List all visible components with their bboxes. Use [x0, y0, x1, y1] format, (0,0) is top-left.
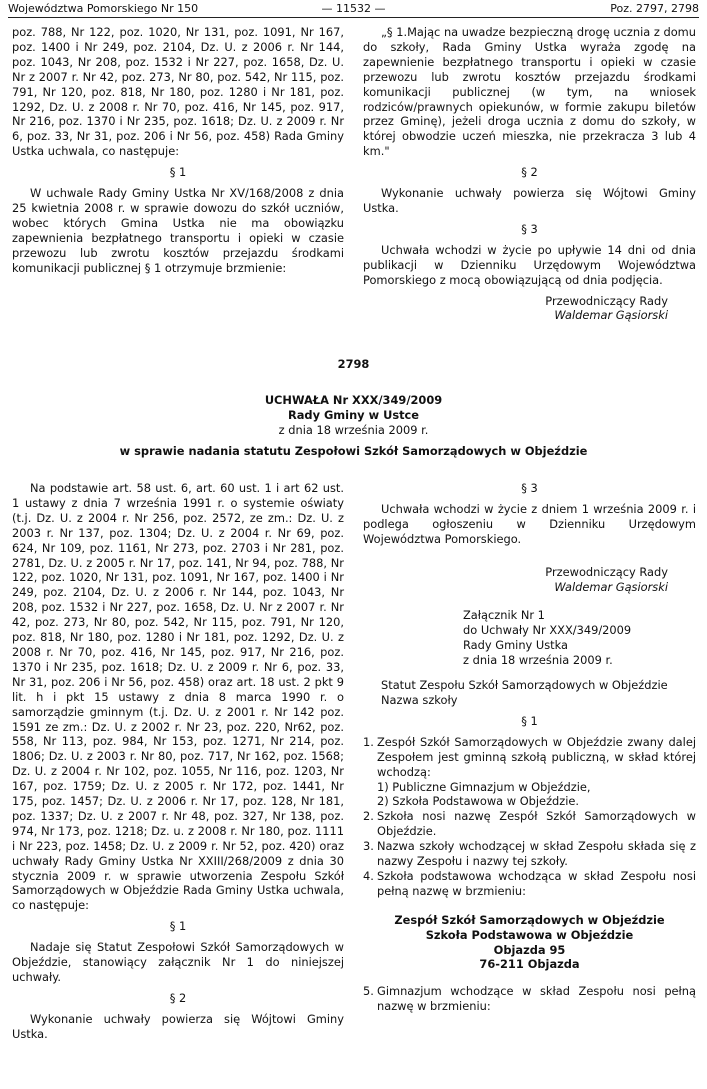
list-item [363, 809, 696, 839]
statute-subtitle: Nazwa szkoły [381, 692, 458, 707]
annex-line-1: Załącznik Nr 1 [463, 608, 545, 623]
annex-line-3: Rady Gminy Ustka [463, 638, 569, 653]
item-number: 2. [363, 809, 374, 824]
list-item [363, 984, 696, 1014]
item-number: 1. [363, 734, 374, 749]
item-text: Nazwa szkoły wchodzącej w skład Zespołu składa się z nazwy Zespołu i nazwy tej szkoły. [377, 839, 696, 869]
prev-sign-name: Waldemar Gąsiorski [554, 308, 668, 323]
address-line: Objazda 95 [493, 942, 566, 957]
item-text: Gimnazjum wchodzące w skład Zespołu nosi pełną nazwę w brzmieniu: [377, 984, 696, 1014]
resolution-title: UCHWAŁA Nr XXX/349/2009 [264, 393, 443, 407]
prev-section-3: § 3 [521, 221, 538, 236]
address-line: Szkoła Podstawowa w Objeździe [425, 927, 634, 942]
header-rule [8, 17, 699, 18]
statute-heading [381, 678, 696, 708]
header-journal: Województwa Pomorskiego Nr 150 [8, 2, 199, 15]
section-3-text: Uchwała wchodzi w życie z dniem 1 września 2009 r. i podlega ogłoszeniu w Dzienniku Urzędowym Województwa Pomorskiego. [363, 501, 696, 546]
prev-signature [363, 294, 696, 324]
item-text: Zespół Szkół Samorządowych w Objeździe zwany dalej Zespołem jest gminną szkołą publiczną, w skład której wchodzą: [377, 734, 696, 779]
section-1-text: Nadaje się Statut Zespołowi Szkół Samorządowych w Objeździe, stanowiący załącznik Nr 1 do niniejszej uchwały. [12, 940, 344, 984]
annex-line-4: z dnia 18 września 2009 r. [463, 653, 613, 668]
prev-sign-title: Przewodniczący Rady [545, 293, 668, 308]
prev-right-paragraph-3: Uchwała wchodzi w życie po upływie 14 dni od dnia publikacji w Dzienniku Urzędowym Województwa Pomorskiego z mocą obowiązującą od dnia podjęcia. [363, 242, 696, 287]
item-text: Szkoła nosi nazwę Zespół Szkół Samorządowych w Objeździe. [377, 809, 696, 839]
item-number: 4. [363, 868, 374, 883]
sign-name: Waldemar Gąsiorski [554, 579, 668, 594]
prev-left-paragraph: poz. 788, Nr 122, poz. 1020, Nr 131, poz. 1091, Nr 167, poz. 1400 i Nr 249, poz. 2104, Dz. U. z 2006 r. Nr 144, poz. 1043, Nr 208, poz. 1532 i Nr 227, poz. 1658, Dz. U. Nr z 2007 r. Nr 42, poz. 273, Nr 80, poz. 542, Nr 115, poz. 791, Nr 120, poz. 818, Nr 180, poz. 1280 i Nr 181, poz. 1292, Dz. U. z 2008 r. Nr 70, poz. 416, Nr 145, poz. 917, Nr 216, poz. 1370 i Nr 235, poz. 1618; Dz. U. z 2009 r. Nr 6, poz. 33, Nr 31, poz. 206 i Nr 56, poz. 458) Rada Gminy Ustka uchwala, co następuje: [12, 25, 344, 159]
address-line: 76-211 Objazda [479, 957, 580, 972]
header-position: Poz. 2797, 2798 [610, 2, 699, 15]
item-number: 3. [363, 839, 374, 854]
header-page-number: — 11532 — [321, 2, 386, 15]
prev-left-paragraph-2: W uchwale Rady Gminy Ustka Nr XV/168/2008 z dnia 25 kwietnia 2008 r. w sprawie dowozu do szkół uczniów, wobec których Gmina Ustka nie ma obowiązku zapewnienia bezpłatnego transportu i opieki w czasie przewozu lub zwrotu kosztów przejazdu środkami komunikacji publicznej § 1 otrzymuje brzmienie: [12, 186, 344, 275]
legal-basis-paragraph: Na podstawie art. 58 ust. 6, art. 60 ust. 1 i art 62 ust. 1 ustawy z dnia 7 września 1991 r. o systemie oświaty (t.j. Dz. U. z 2004 r. Nr 256, poz. 2572, ze zm.: Dz. U. z 2003 r. Nr 137, poz. 1304; Dz. U. z 2004 r. Nr 69, poz. 624, Nr 109, poz. 1161, Nr 273, poz. 2703 i Nr 281, poz. 2781, Dz. U. z 2005 r. Nr 17, poz. 141, Nr 94, poz. 788, Nr 122, poz. 1020, Nr 131, poz. 1091, Nr 167, poz. 1400 i Nr 249, poz. 2104, Dz. U. z 2006 r. Nr 144, poz. 1043, Nr 208, poz. 1532 i Nr 227, poz. 1658, Dz. U. Nr z 2007 r. Nr 42, poz. 273, Nr 80, poz. 542, Nr 115, poz. 791, Nr 120, poz. 818, Nr 180, poz. 1280 i Nr 181, poz. 1292, Dz. U. z 2008 r. Nr 70, poz. 416, Nr 145, poz. 917, Nr 216, poz. 1370 i Nr 235, poz. 1618; Dz. U. z 2009 r. Nr 6, poz. 33, Nr 31, poz. 206 i Nr 56, poz. 458) oraz art. 18 ust. 2 pkt 9 lit. h i pkt 15 ustawy z dnia 8 marca 1990 r. o samorządzie gminnym (t.j. Dz. U. z 2001 r. Nr 142 poz. 1591 ze zm.: Dz. U. z 2002 r. Nr 23, poz. 220, Nr62, poz. 558, Nr 113, poz. 984, Nr 153, poz. 1271, Nr 214, poz. 1806; Dz. U. z 2003 r. Nr 80, poz. 717, Nr 162, poz. 1568; Dz. U. z 2004 r. Nr 102, poz. 1055, Nr 116, poz. 1203, Nr 167, poz. 1759; Dz. U. z 2005 r. Nr 172, poz. 1441, Nr 175, poz. 1457; Dz. U. z 2006 r. Nr 17, poz. 128, Nr 181, poz. 1337; Dz. U. z 2007 r. Nr 48, poz. 327, Nr 138, poz. 974, Nr 173, poz. 1218; Dz. u. z 2008 r. Nr 180, poz. 1111 i Nr 223, poz. 1458; Dz. U. z 2009 r. Nr 52, poz. 420) oraz uchwały Rady Gminy Ustka Nr XXIII/268/2009 z dnia 30 stycznia 2009 r. w sprawie utworzenia Zespołu Szkół Samorządowych w Objeździe Rada Gminy Ustka uchwala, co następuje: [12, 481, 344, 913]
sub-item: 1) Publiczne Gimnazjum w Objeździe, [377, 779, 591, 794]
prev-left-column [12, 25, 344, 276]
list-item [363, 839, 696, 869]
sub-item: 2) Szkoła Podstawowa w Objeździe. [377, 794, 580, 809]
resolution-heading [0, 393, 707, 459]
section-2: § 2 [169, 990, 187, 1005]
list-item [363, 735, 696, 810]
section-3: § 3 [521, 481, 538, 495]
signature [363, 565, 696, 595]
prev-right-paragraph-1: „§ 1.Mając na uwadze bezpieczną drogę ucznia z domu do szkoły, Rada Gminy Ustka wyraża zgodę na zapewnienie bezpłatnego transportu i opieki w czasie przewozu lub zwrotu kosztów przejazdu środkami komunikacji publicznej (w tym, na wniosek rodziców/prawnych opiekunów, w formie zakupu biletów przez Gminę), jeżeli droga ucznia z domu do szkoły, w której obwodzie uczeń mieszka, nie przekracza 3 lub 4 km." [363, 25, 696, 159]
resolution-position-number: 2798 [337, 357, 370, 371]
address-line: Zespół Szkół Samorządowych w Objeździe [394, 912, 665, 927]
annex-reference [463, 608, 696, 668]
annex-line-2: do Uchwały Nr XXX/349/2009 [463, 623, 632, 638]
statute-items [363, 735, 696, 899]
page-header [8, 2, 699, 18]
prev-section-2: § 2 [521, 165, 538, 180]
section-2-text: Wykonanie uchwały powierza się Wójtowi Gminy Ustka. [12, 1011, 344, 1041]
school-address [363, 913, 696, 973]
prev-right-paragraph-2: Wykonanie uchwały powierza się Wójtowi Gminy Ustka. [363, 186, 696, 215]
resolution-date: z dnia 18 września 2009 r. [278, 422, 429, 437]
item-number: 5. [363, 984, 374, 999]
resolution-left-column [12, 481, 344, 1042]
resolution-subject: w sprawie nadania statutu Zespołowi Szkół Samorządowych w Objeździe [119, 443, 588, 458]
resolution-right-column [363, 481, 696, 1014]
item-text: Szkoła podstawowa wchodząca w skład Zespołu nosi pełną nazwę w brzmieniu: [377, 868, 696, 898]
section-1: § 1 [169, 919, 187, 934]
statute-items-continued [363, 984, 696, 1014]
list-item [363, 869, 696, 899]
prev-right-column [363, 25, 696, 323]
statute-section-1: § 1 [521, 713, 538, 728]
sign-title: Przewodniczący Rady [545, 564, 668, 579]
resolution-body: Rady Gminy w Ustce [287, 407, 420, 422]
statute-title: Statut Zespołu Szkół Samorządowych w Objeździe [381, 678, 668, 693]
prev-section-1: § 1 [169, 165, 187, 180]
